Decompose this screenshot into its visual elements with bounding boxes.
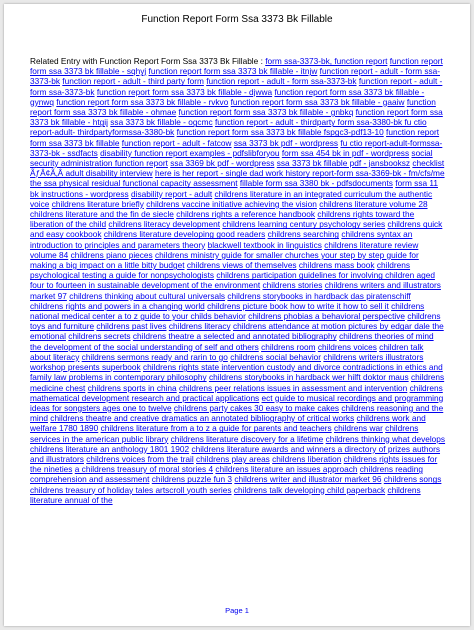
related-link[interactable]: disability function report examples - pdfslibforyou	[100, 147, 280, 158]
related-link[interactable]: childrens reasoning and the mind	[30, 402, 444, 424]
related-link[interactable]: childrens social behavior	[230, 351, 322, 362]
related-link[interactable]: childrens war	[333, 423, 383, 434]
related-link[interactable]: childrens work and welfare 1780 1890	[30, 413, 426, 434]
related-link[interactable]: ssa 3373 bk fillable pdf - jansbooksz	[276, 158, 411, 169]
related-link[interactable]: childrens literature an issues approach	[215, 464, 358, 475]
related-link[interactable]: a childrens treasury of moral stories 4	[74, 464, 214, 475]
related-link[interactable]: fu ctio report-adult-formssa-3373-bk - ssdfacts	[30, 137, 443, 158]
related-link[interactable]: childrens songs	[383, 474, 442, 485]
intro-text: Related Entry with Function Report Form Ssa 3373 Bk Fillable :	[30, 56, 263, 66]
related-link[interactable]: childrens services in the american public library	[30, 423, 419, 444]
related-link[interactable]: childrens thinking what develops	[325, 433, 446, 444]
related-link[interactable]: children talk about literacy	[30, 341, 424, 362]
related-link[interactable]: childrens picture book how to write it how to sell it	[207, 300, 389, 311]
related-link[interactable]: childrens thinking about cultural universals	[69, 290, 226, 301]
related-link[interactable]: childrens vaccine initiative achieving the vision	[146, 198, 317, 209]
related-link[interactable]: childrens talk developing child paperback	[233, 484, 386, 495]
related-link[interactable]: childrens past lives	[96, 321, 167, 332]
related-link[interactable]: childrens rights state intervention custody and divorce contradictions in ethics and family law problems in contemporary philosophy	[30, 362, 443, 383]
related-link[interactable]: function report form ssa 3373 bk fillable - ohmae	[30, 96, 436, 118]
related-link[interactable]: childrens theatre and creative dramatics an annotated bibliography of critical works	[50, 413, 355, 424]
related-links	[30, 56, 445, 505]
related-link[interactable]: form ssa 454 bk in pdf - wordpress	[281, 147, 410, 158]
related-link[interactable]: form ssa-3373-bk, function report	[265, 56, 388, 66]
document-body	[30, 56, 446, 505]
related-link[interactable]: childrens syntax an introduction to principles and parameters theory	[30, 229, 413, 250]
related-link[interactable]: childrens peer relations issues in assessment and intervention	[178, 382, 408, 393]
related-link[interactable]: childrens literature briefly	[51, 198, 144, 209]
related-link[interactable]: childrens liberation	[272, 453, 342, 464]
related-link[interactable]: childrens literature and the fin de siecle	[30, 209, 174, 220]
related-link[interactable]: social security administration function report	[30, 147, 433, 169]
related-link[interactable]: childrens writers and illustrators market 97	[30, 280, 441, 301]
related-link[interactable]: childrens piano pieces	[70, 249, 153, 260]
related-link[interactable]: childrens secrets	[68, 331, 131, 342]
related-link[interactable]: ssa 3369 bk pdf - wordpress	[170, 158, 275, 169]
related-link[interactable]: childrens rights and powers in a changing world	[30, 300, 205, 311]
related-link[interactable]: childrens stories	[262, 280, 323, 291]
related-link[interactable]: childrens literature developing good readers	[103, 229, 266, 240]
related-link[interactable]: childrens medicine chest	[30, 372, 445, 393]
related-link[interactable]: fillable form ssa 3380 bk - pdfsdocuments	[239, 178, 393, 189]
related-link[interactable]: function report form ssa 3373 bk fillable - djwwa	[96, 86, 273, 97]
related-link[interactable]: checklist ÃƒÂ¢Ã‚Â adult disability interview	[30, 158, 445, 179]
related-link[interactable]: childrens ministry guide for smaller churches your step by step guide for making a big impact on a little bitty budget	[30, 249, 419, 271]
related-link[interactable]: childrens quick and easy cookbook	[30, 219, 443, 240]
related-link[interactable]: ssa 3373 bk fillable - ogcmc	[110, 117, 213, 128]
related-link[interactable]: childrens theatre a selected and annotated bibliography	[132, 331, 337, 342]
related-link[interactable]: childrens sports in china	[87, 382, 177, 393]
related-link[interactable]: childrens literacy development	[108, 219, 221, 230]
related-link[interactable]: here is her report - single dad work history report-form ssa-3369-bk - fm/cfs/me	[154, 168, 445, 179]
related-link[interactable]: childrens national medical center a to z guide to your childs behavior	[30, 300, 425, 322]
related-link[interactable]: function report form ssa 3373 bk fillable - rvkvo	[56, 96, 229, 107]
related-link[interactable]: childrens literature review volume 84	[30, 239, 419, 260]
related-link[interactable]: childrens literature volume 28	[319, 198, 428, 209]
related-link[interactable]: function report - adult - form ssa-3373-bk	[30, 76, 443, 97]
related-link[interactable]: ssa 3373 bk pdf - wordpress	[233, 137, 339, 148]
related-link[interactable]: childrens room	[261, 341, 316, 352]
related-link[interactable]: childrens literature in an integrated curriculum the authentic voice	[30, 188, 433, 209]
related-link[interactable]: ect guide to musical recordings and programming ideas for songsters ages one to twelve	[30, 392, 444, 413]
related-link[interactable]: function report form ssa 3373 bk fillable - itnjw	[148, 66, 318, 77]
related-link[interactable]: childrens mathematical development research and practical applications	[30, 382, 443, 403]
related-link[interactable]: childrens psychological testing a guide for nonpsychologists	[30, 260, 411, 281]
related-link[interactable]: childrens storybooks in hardback wer hilft doktor maus	[208, 372, 409, 383]
related-link[interactable]: childrens learning century psychology series	[222, 219, 386, 230]
related-link[interactable]: the ssa physical residual functional capacity assessment	[30, 178, 238, 189]
related-link[interactable]: childrens rights toward the liberation of the child	[30, 209, 415, 230]
related-link[interactable]: childrens voices from the trail	[86, 453, 194, 464]
related-link[interactable]: function report form ssa 3373 bk fillable - gnbkq	[178, 107, 354, 118]
related-link[interactable]: childrens voices	[317, 341, 377, 352]
related-link[interactable]: childrens views of themselves	[186, 260, 297, 271]
related-link[interactable]: childrens writers illustrators workshop presents superbook	[30, 351, 424, 373]
related-link[interactable]: disability report - adult	[131, 188, 213, 199]
related-link[interactable]: childrens storybooks in hardback das piratenschiff	[227, 290, 411, 301]
related-link[interactable]: function report form ssa 3373 bk fillable - htgij	[30, 107, 443, 128]
related-link[interactable]: childrens rights issues for the nineties	[30, 453, 438, 475]
document-page	[4, 4, 470, 626]
related-link[interactable]: childrens rights a reference handbook	[176, 209, 316, 220]
related-link[interactable]: function report form ssa 3373 bk fillable	[30, 127, 440, 148]
related-link[interactable]: function report form ssa 3373 bk fillable fspgc3-pdf13-10	[176, 127, 384, 138]
related-link[interactable]: function report - adult - form ssa-3373-bk	[206, 76, 357, 87]
page-number: Page 1	[225, 606, 249, 615]
related-link[interactable]: childrens party cakes 30 easy to make cakes	[173, 402, 340, 413]
related-link[interactable]: function report form ssa 3373 bk fillable - gaaiw	[230, 96, 405, 107]
related-link[interactable]: childrens literature from a to z a guide for parents and teachers	[100, 423, 332, 434]
related-link[interactable]: childrens toys and furniture	[30, 311, 441, 332]
related-link[interactable]: childrens literacy	[168, 321, 231, 332]
related-link[interactable]: function report form ssa 3373 bk fillable - sqhyj	[30, 56, 443, 77]
related-link[interactable]: function report - adult - fatcow	[121, 137, 232, 148]
related-link[interactable]: function report - adult - thirdparty form ssa-3380-bk fu ctio report-adult- thirdpartyformssa-3380-bk	[30, 117, 427, 138]
related-link[interactable]: childrens theories of mind the development of the social understanding of self and others	[30, 331, 434, 352]
related-link[interactable]: childrens puzzle fun 3	[151, 474, 233, 485]
related-link[interactable]: childrens literature discovery for a lifetime	[170, 433, 324, 444]
related-link[interactable]: function report - adult - form ssa-3373-bk	[30, 66, 440, 87]
related-link[interactable]: childrens mass book	[298, 260, 375, 271]
related-link[interactable]: form ssa 11 bk instructions - wordpress	[30, 178, 438, 199]
related-link[interactable]: childrens reading comprehension and assessment	[30, 464, 423, 485]
related-link[interactable]: childrens attendance at motion pictures by edgar dale the emotional	[30, 321, 444, 342]
related-link[interactable]: blackwell textbook in linguistics	[207, 239, 322, 250]
related-link[interactable]: childrens searching	[267, 229, 340, 240]
related-link[interactable]: childrens literature an anthology 1801 1902	[30, 443, 190, 454]
related-link[interactable]: childrens treasury of holiday tales artscroll youth series	[30, 484, 232, 495]
related-link[interactable]: childrens participation guidelines for involving children aged four to fourteen in sustainable development of the environment	[30, 270, 435, 291]
related-link[interactable]: childrens sermons ready and rarin to go	[81, 351, 228, 362]
related-link[interactable]: childrens phobias a behavioral perspective	[248, 311, 405, 322]
related-link[interactable]: childrens literature annual of the	[30, 484, 421, 505]
related-link[interactable]: childrens play areas	[196, 453, 270, 464]
related-link[interactable]: childrens writer and illustrator market 96	[234, 474, 382, 485]
related-link[interactable]: function report form ssa 3373 bk fillable - gynwq	[30, 86, 425, 107]
related-link[interactable]: childrens literature awards and winners a directory of prizes authors and illustrators	[30, 443, 441, 464]
related-link[interactable]: function report - adult - third party form	[62, 76, 204, 87]
document-title: Function Report Form Ssa 3373 Bk Fillable	[141, 14, 333, 25]
